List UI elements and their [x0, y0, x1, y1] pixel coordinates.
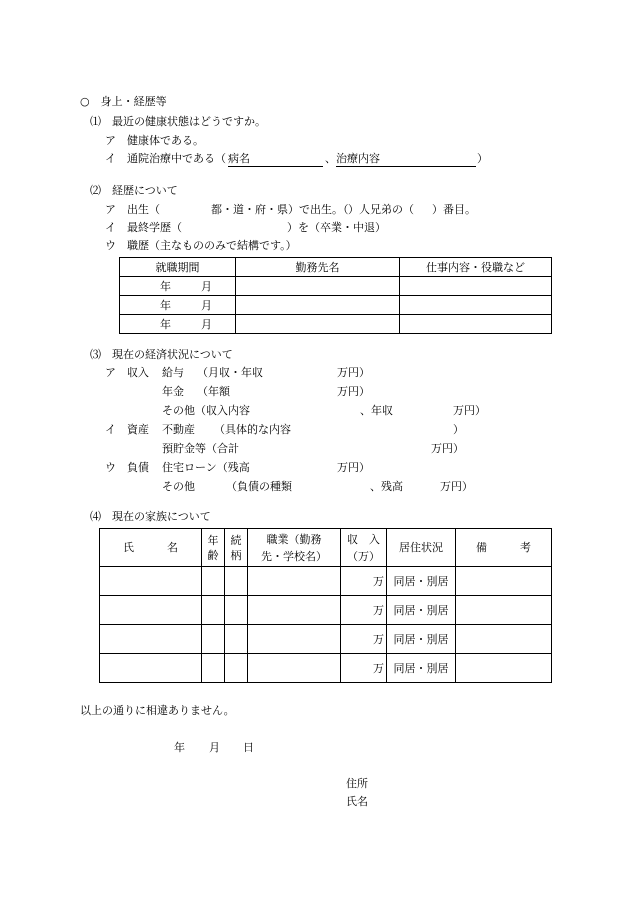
- q1-treatment-label: 治療内容: [336, 152, 380, 165]
- career-table: [119, 257, 552, 334]
- q3-salary: 給与: [162, 366, 184, 379]
- q4-title: ⑷ 現在の家族について: [90, 510, 211, 523]
- date-year: 年: [174, 741, 185, 754]
- family-header-notes: 備 考: [456, 529, 552, 567]
- family-occupation-cell[interactable]: [248, 654, 341, 683]
- family-header-residence: 居住状況: [387, 529, 456, 567]
- family-occupation-cell[interactable]: [248, 567, 341, 596]
- q3-debt-other: その他: [162, 480, 195, 493]
- q3-salary-detail: （月収・年収: [197, 366, 263, 379]
- q2-education-status: ）を（卒業・中退）: [287, 221, 386, 234]
- q1-option-i-prefix: イ 通院治療中である（: [105, 152, 226, 165]
- career-period-cell[interactable]: [120, 315, 236, 334]
- q1-separator: 、: [325, 152, 336, 165]
- career-role-cell[interactable]: [400, 277, 552, 296]
- family-notes-cell[interactable]: [456, 654, 552, 683]
- career-header-employer: 勤務先名: [236, 258, 400, 277]
- section-heading: ○ 身上・経歴等: [80, 95, 167, 108]
- q1-option-a: ア 健康体である。: [105, 134, 204, 147]
- family-name-cell[interactable]: [100, 625, 202, 654]
- family-notes-cell[interactable]: [456, 596, 552, 625]
- q3-other-unit: 万円）: [453, 404, 486, 417]
- q2-career-label: ウ 職歴（主なもののみで結構です。）: [105, 239, 297, 252]
- family-age-cell[interactable]: [202, 567, 225, 596]
- q3-other-income: その他（収入内容: [162, 404, 250, 417]
- q1-disease-label: 病名: [228, 152, 250, 165]
- q3-debt-unit: 万円）: [440, 480, 473, 493]
- family-income-cell[interactable]: 万: [341, 654, 387, 683]
- family-age-cell[interactable]: [202, 625, 225, 654]
- q1-close: ）: [477, 152, 488, 165]
- q3-mortgage: 住宅ローン（残高: [162, 461, 250, 474]
- q2-siblings: ）人兄弟の（: [348, 203, 414, 216]
- q1-treatment-line: [336, 166, 476, 167]
- signature-address: 住所: [346, 777, 368, 790]
- family-income-cell[interactable]: 万: [341, 596, 387, 625]
- career-header-period: 就職期間: [120, 258, 236, 277]
- table-row: [120, 315, 552, 334]
- family-header-name: 氏 名: [100, 529, 202, 567]
- q3-other-annual: 、年収: [360, 404, 393, 417]
- date-day: 日: [243, 741, 254, 754]
- month-label: 月: [201, 298, 212, 312]
- family-name-cell[interactable]: [100, 567, 202, 596]
- q1-title: ⑴ 最近の健康状態はどうですか。: [90, 115, 266, 128]
- family-occupation-cell[interactable]: [248, 625, 341, 654]
- family-relation-cell[interactable]: [225, 654, 248, 683]
- family-residence-cell[interactable]: 同居・別居: [387, 596, 456, 625]
- family-table: [99, 528, 552, 683]
- q2-title: ⑵ 経歴について: [90, 184, 178, 197]
- family-header-income-line1: 収 入: [347, 532, 380, 546]
- family-relation-cell[interactable]: [225, 625, 248, 654]
- q3-savings-unit: 万円）: [431, 442, 464, 455]
- career-employer-cell[interactable]: [236, 315, 400, 334]
- year-label: 年: [160, 298, 171, 312]
- family-name-cell[interactable]: [100, 654, 202, 683]
- q3-income-label: ア 収入: [105, 366, 149, 379]
- q3-debt-type: （負債の種類: [226, 480, 292, 493]
- table-row: [100, 625, 552, 654]
- career-role-cell[interactable]: [400, 296, 552, 315]
- q3-salary-unit: 万円）: [337, 366, 370, 379]
- career-period-cell[interactable]: [120, 296, 236, 315]
- q3-pension: 年金: [162, 385, 184, 398]
- month-label: 月: [201, 279, 212, 293]
- q3-title: ⑶ 現在の経済状況について: [90, 348, 233, 361]
- closing-statement: 以上の通りに相違ありません。: [80, 704, 235, 717]
- career-role-cell[interactable]: [400, 315, 552, 334]
- q2-birth-label: ア 出生（: [105, 203, 160, 216]
- family-header-relation: 続柄: [225, 529, 248, 567]
- q2-birth-prefecture: 都・道・府・県）で出生。（: [211, 203, 349, 216]
- family-age-cell[interactable]: [202, 654, 225, 683]
- family-occupation-cell[interactable]: [248, 596, 341, 625]
- q2-education-label: イ 最終学歴（: [105, 221, 182, 234]
- year-label: 年: [160, 317, 171, 331]
- family-header-age: 年齢: [202, 529, 225, 567]
- family-header-income-line2: （万）: [347, 549, 380, 563]
- date-month: 月: [209, 741, 220, 754]
- family-name-cell[interactable]: [100, 596, 202, 625]
- q3-realestate-detail: （具体的な内容: [214, 423, 291, 436]
- family-age-cell[interactable]: [202, 596, 225, 625]
- career-period-cell[interactable]: [120, 277, 236, 296]
- q2-birth-order: ）番目。: [432, 203, 476, 216]
- family-residence-cell[interactable]: 同居・別居: [387, 567, 456, 596]
- q3-mortgage-unit: 万円）: [337, 461, 370, 474]
- family-header-income: [341, 529, 387, 567]
- q3-realestate: 不動産: [162, 423, 195, 436]
- table-row: [100, 567, 552, 596]
- q3-pension-unit: 万円）: [337, 385, 370, 398]
- family-income-cell[interactable]: 万: [341, 567, 387, 596]
- family-relation-cell[interactable]: [225, 596, 248, 625]
- career-employer-cell[interactable]: [236, 296, 400, 315]
- family-header-occupation: 職業（勤務先・学校名）: [248, 529, 341, 567]
- q3-realestate-close: ）: [453, 423, 464, 436]
- signature-name: 氏名: [346, 795, 368, 808]
- q1-disease-line: [228, 166, 323, 167]
- q3-savings: 預貯金等（合計: [162, 442, 239, 455]
- family-income-cell[interactable]: 万: [341, 625, 387, 654]
- family-residence-cell[interactable]: 同居・別居: [387, 625, 456, 654]
- q3-assets-label: イ 資産: [105, 423, 149, 436]
- table-row: [120, 296, 552, 315]
- family-notes-cell[interactable]: [456, 567, 552, 596]
- family-notes-cell[interactable]: [456, 625, 552, 654]
- family-residence-cell[interactable]: 同居・別居: [387, 654, 456, 683]
- family-relation-cell[interactable]: [225, 567, 248, 596]
- q3-pension-detail: （年額: [197, 385, 230, 398]
- career-employer-cell[interactable]: [236, 277, 400, 296]
- q3-debt-balance: 、残高: [370, 480, 403, 493]
- q3-debt-label: ウ 負債: [105, 461, 149, 474]
- career-header-role: 仕事内容・役職など: [400, 258, 552, 277]
- table-row: [120, 277, 552, 296]
- year-label: 年: [160, 279, 171, 293]
- month-label: 月: [201, 317, 212, 331]
- table-row: [100, 596, 552, 625]
- table-row: [100, 654, 552, 683]
